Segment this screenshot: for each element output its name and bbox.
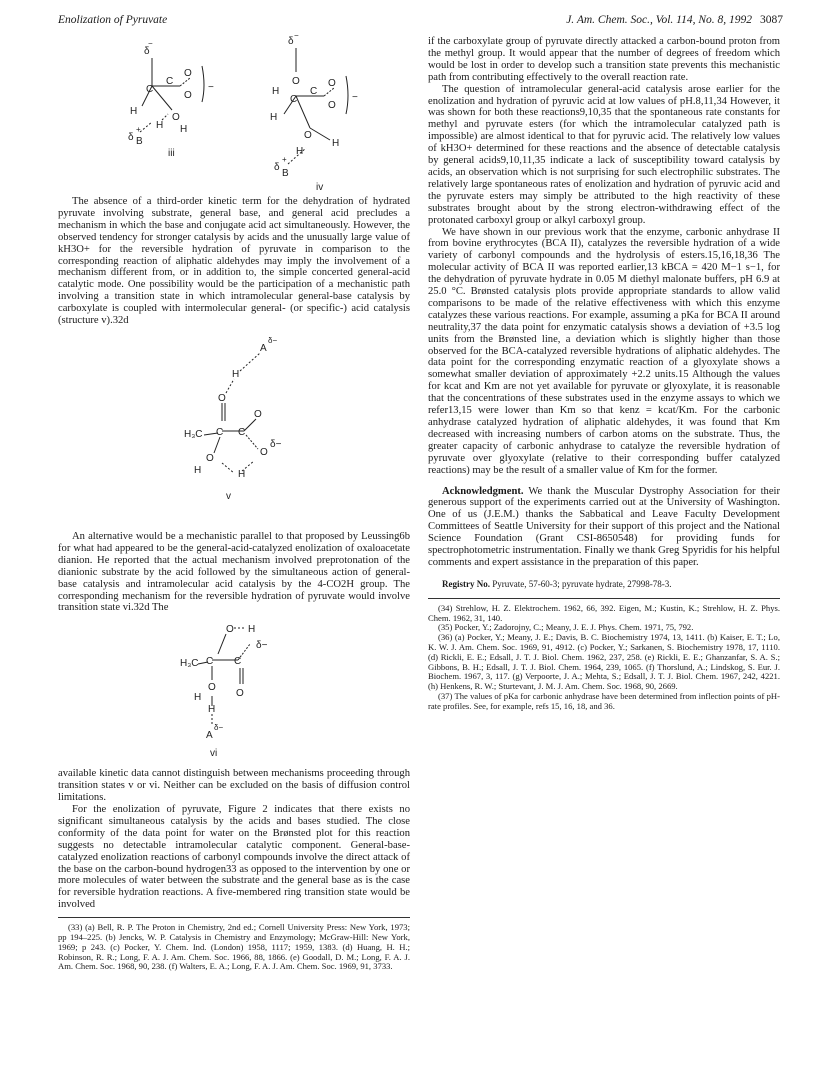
svg-text:+: + (136, 125, 141, 134)
svg-text:H: H (272, 86, 280, 97)
label-vi: vi (210, 748, 218, 760)
footnote-divider (428, 598, 780, 599)
svg-text:C: C (290, 94, 298, 105)
svg-text:−: − (148, 39, 153, 48)
paragraph: available kinetic data cannot distinguish between mechanisms proceeding through transition states v or vi. Neither can be excluded on the basis of diffusion control limitations. (58, 768, 410, 804)
footnote-37: (37) The values of pKa for carbonic anhydrase have been determined from inflection points of pH-rate profiles. See, for example, refs 15, 16, 18, and 36. (428, 691, 780, 711)
footnote-34: (34) Strehlow, H. Z. Elektrochem. 1962, 66, 392. Eigen, M.; Kustin, K.; Strehlow, H. Z. Phys. Chem. 1962, 31, 140. (428, 602, 780, 623)
svg-text:C: C (234, 656, 242, 668)
svg-text:C: C (216, 426, 224, 438)
svg-text:A: A (260, 342, 267, 354)
registry (428, 579, 780, 590)
svg-text:−: − (294, 31, 299, 40)
paragraph: if the carboxylate group of pyruvate directly attacked a carbon-bound proton from the methyl group. It would appear that the number of degrees of freedom which would be lost in order to develop such a transition state prevents this mechanistic path from contributing effectively to the overall reaction rate. (428, 36, 780, 83)
svg-text:O: O (292, 76, 300, 87)
svg-text:B: B (282, 168, 289, 179)
structure-vi (134, 620, 334, 768)
svg-text:C: C (166, 76, 174, 87)
svg-text:H: H (270, 112, 278, 123)
svg-text:δ: δ (128, 132, 134, 143)
footnote-divider (58, 917, 410, 918)
paragraph: The absence of a third-order kinetic term for the dehydration of hydrated pyruvate involving substrate, general base, and general acid precludes a mechanism in which the base and conjugate acid act simultaneously. However, the observed tendency for stronger catalysis by acids and the unusually large value of kH3O+ for the reversible hydration of pyruvate in comparison to the corresponding reaction of aliphatic aldehydes may imply the involvement of a mechanism different from, or in addition to, the simple concerted general-acid catalytic mode. One possibility would be the participation of a mechanistic path involving a transition state in which intramolecular general-base catalysis by carboxylate is coupled with intermolecular general- (or specific-) acid catalysis (structure v).32d (58, 196, 410, 327)
acknowledgment-label: Acknowledgment. (442, 485, 524, 497)
svg-text:H: H (194, 692, 202, 704)
svg-text:C: C (206, 656, 214, 668)
svg-text:O: O (206, 452, 214, 464)
svg-text:H: H (156, 120, 164, 131)
svg-text:C: C (310, 86, 318, 97)
svg-text:O: O (218, 392, 226, 404)
svg-text:O: O (236, 688, 244, 700)
svg-text:O: O (260, 446, 268, 458)
footnotes (58, 923, 410, 972)
label-v: v (226, 490, 231, 502)
svg-text:δ−: δ− (270, 438, 282, 450)
svg-text:O: O (172, 112, 180, 123)
svg-text:O: O (328, 100, 336, 111)
svg-text:O: O (184, 90, 192, 101)
left-column (58, 31, 410, 972)
svg-text:H: H (208, 704, 216, 716)
svg-text:δ−: δ− (256, 640, 268, 652)
right-column (428, 36, 780, 712)
svg-text:+: + (282, 155, 287, 164)
footnote-35: (35) Pocker, Y.; Zadorojny, C.; Meany, J. E. J. Phys. Chem. 1971, 75, 792. (438, 622, 694, 633)
svg-text:B: B (136, 136, 143, 147)
svg-text:H: H (248, 624, 256, 636)
journal-citation (566, 14, 783, 26)
svg-text:H₃C: H₃C (180, 658, 199, 670)
svg-text:δ: δ (288, 36, 294, 47)
svg-text:H: H (332, 138, 340, 149)
svg-text:O: O (304, 130, 312, 141)
footnote-33: (33) (a) Bell, R. P. The Proton in Chemistry, 2nd ed.; Cornell University Press: New York, 1973; pp 194–225. (b) Jencks, W. P. Catalysis in Chemistry and Enzymology; McGraw-Hill: New York, 1969; p 243. (c) Pocker, Y. Chem. Ind. (London) 1958, 1117; 1959, 1383. (d) Huang, H. H.; Robinson, R. R.; Long, F. A. J. Am. Chem. Soc. 1966, 88, 1866. (e) Goodall, D. M.; Long, F. A. J. Am. Chem. Soc. 1968, 90, 238. (f) Walters, E. A.; Long, F. A. J. Am. Chem. Soc. 1969, 91, 3733. (58, 922, 410, 972)
registry-text: Pyruvate, 57-60-3; pyruvate hydrate, 27998-78-3. (492, 578, 672, 589)
svg-text:H: H (194, 464, 202, 476)
running-title: Enolization of Pyruvate (58, 14, 168, 26)
svg-text:H: H (232, 368, 240, 380)
paragraph: We have shown in our previous work that the enzyme, carbonic anhydrase II from bovine erythrocytes (BCA II), catalyzes the reversible hydration of a wide variety of carbonyl compounds and the hydrolysis of esters.15,16,18,36 The molecular activity of BCA II was reported earlier,13 kBCA = 420 M−1 s−1, for the dehydration of pyruvate hydrate in 0.05 M diethyl malonate buffers, pH 6.9 at 25.0 °C. Brønsted catalysis plots provide appropriate standards to allow valid comparisons to be made of the relative effectiveness with which this enzyme catalyzes these various reactions. For example, assuming a pKa for BCA II around neutrality,37 the data point for enzymatic catalysis shows a deviation of +3.5 log units from the Brønsted line, a deviation which is slightly higher than those observed for the BCA-catalyzed reversible hydrations of aliphatic aldehydes. The data point for the corresponding enzymatic reaction of a glyoxylate shows a somewhat smaller deviation of approximately +2.2 units.15 Although the values for kcat and Km are not yet available for pyruvate or glyoxylate, it is reasonable that the concentrations of these substrates used in the enzyme assays to which we refer13,15 were lower than Km so that kenz = kcat/Km. For the carbonic anhydrase catalyzed hydration of aliphatic aldehydes, it was found that Km decreased with increasing numbers of carbon atoms on the substrate. Thus, the greater capacity of carbonic anhydrase to catalyze the reversible hydration of pyruvate over glyoxylate (relative to their corresponding buffer catalyzed reactions) may be the result of a smaller value of Km for the former. (428, 226, 780, 476)
acknowledgment-text: We thank the Muscular Dystrophy Association for their generous support of the experiments carried out at the University of Washington. One of us (J.E.M.) thanks the Sabbatical and Leave Faculty Development Committees of Seattle University for their support of this project and the National Science Foundation (Grant CSI-8650548) for providing funds for spectrophotometric instrumentation. Finally we thank Greg Spyridis for his helpful comments and expert assistance in the preparation of this paper. (428, 485, 780, 568)
svg-text:H: H (180, 124, 188, 135)
paragraph: An alternative would be a mechanistic parallel to that proposed by Leussing6b for what had appeared to be the general-acid-catalyzed enolization of oxaloacetate dianion. He reported that the actual mechanism involved preprotonation of the dianionic substrate by the acid followed by the simultaneous action of general-base catalysis and intramolecular acid catalysis by the 4-CO2H group. The corresponding mechanism for the reversible hydration of pyruvate would involve transition state vi.32d The (58, 530, 410, 614)
footnote-36: (36) (a) Pocker, Y.; Meany, J. E.; Davis, B. C. Biochemistry 1974, 13, 1411. (b) Kaiser, E. T.; Lo, K. W. J. Am. Chem. Soc. 1969, 91, 4912. (c) Pocker, Y.; Sarkanen, S. Biochemistry 1978, 17, 1110. (d) Rickli, E. E.; Edsall, J. T. J. Biol. Chem. 1962, 237, 258. (e) Rickli, E. E.; Ghanzanfar, S. A. S.; Gibbons, B. H.; Edsall, J. T. J. Biol. Chem. 1964, 239, 1065. (f) Thorslund, A.; Lindskog, S. Eur. J. Biochem. 1967, 3, 117. (g) Verpoorte, J. A.; Mehta, S.; Edsall, J. T. J. Biol. Chem. 1967, 242, 4221. (h) Henkens, R. W.; Sturtevant, J. M. J. Am. Chem. Soc. 1968, 90, 2669. (428, 632, 780, 692)
svg-text:O: O (208, 682, 216, 694)
structures-iii-iv (84, 31, 384, 196)
svg-text:A: A (206, 730, 213, 742)
svg-text:δ−: δ− (214, 723, 224, 733)
svg-text:O: O (254, 408, 262, 420)
svg-text:H: H (130, 106, 138, 117)
svg-text:O: O (328, 78, 336, 89)
svg-text:−: − (352, 92, 358, 103)
paragraph: For the enolization of pyruvate, Figure 2 indicates that there exists no significant simultaneous catalysis by the acids and bases studied. The close conformity of the data point for water on the Brønsted plot for this reaction suggests no detectable intramolecular catalytic component. General-base-catalyzed enolization reactions of carbonyl compounds involve the direct attack of the base on the carbon-bound hydrogen33 as opposed to the intervention by one or more molecules of water between the substrate and the general base as is the case for reversible hydration reactions. A five-membered ring transition state would be involved (58, 804, 410, 911)
svg-text:O: O (226, 624, 234, 636)
svg-text:H: H (238, 468, 246, 480)
svg-text:H: H (296, 146, 304, 157)
page-header (58, 14, 783, 30)
svg-text:C: C (238, 426, 246, 438)
svg-text:H₃C: H₃C (184, 428, 203, 440)
svg-text:δ: δ (274, 162, 280, 173)
svg-text:C: C (146, 84, 154, 95)
page-number: 3087 (760, 14, 783, 26)
journal-name: J. Am. Chem. Soc., Vol. 114, No. 8, 1992 (566, 14, 752, 26)
svg-text:δ−: δ− (268, 335, 278, 345)
svg-text:δ: δ (144, 46, 150, 57)
label-iv: iv (316, 182, 324, 193)
paragraph: The question of intramolecular general-acid catalysis arose earlier for the enolization and hydration of pyruvic acid at low values of pH.8,11,34 However, it was shown for both these reactions9,10,35 that the spontaneous rate constants for methyl and pyruvate esters (for which the intramolecular catalyzed path is impossible) are almost identical to that for pyruvic acid. The relatively low values of kH3O+ determined for these reactions and the absence of detectable catalysis by general acids9,10,11,35 indicate a lack of susceptibility toward catalysis by acids, an observation which is not surprising for such electrophilic substrates. The relatively large spontaneous rates of enolization and hydration of pyruvic acid and the pyruvate esters may simply be attributed to the high reactivity of these substrates brought about by the strong electron-withdrawing effect of the protonated carboxyl group or alkyl carboxyl group. (428, 83, 780, 226)
footnotes (428, 604, 780, 712)
acknowledgment (428, 486, 780, 569)
structure-v (134, 331, 334, 531)
label-iii: iii (168, 148, 175, 159)
registry-label: Registry No. (442, 578, 490, 589)
svg-text:O: O (184, 68, 192, 79)
svg-text:−: − (208, 82, 214, 93)
